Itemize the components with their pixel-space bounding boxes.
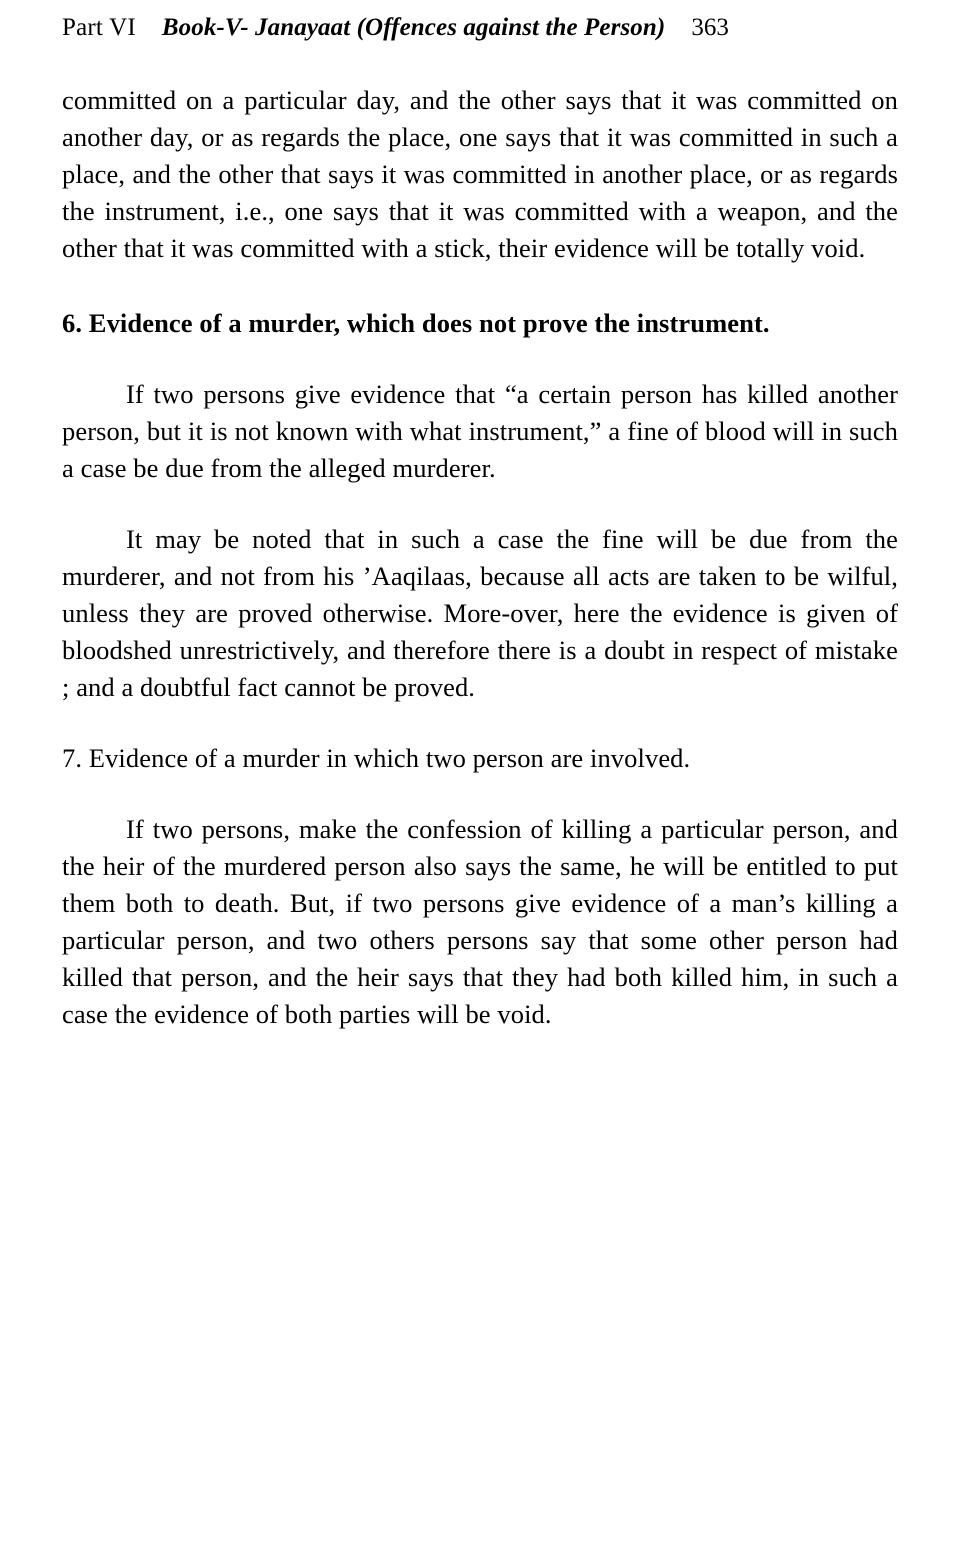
section-heading-7: 7. Evidence of a murder in which two person are involved. bbox=[62, 743, 691, 773]
paragraph-section6-note: It may be noted that in such a case the fine will be due from the murderer, and not from his ’Aaqilaas, because all acts are taken to be wilful, unless they are proved otherwise. More-over, here the evidence is given of bloodshed unrestrictively, and therefore there is a doubt in respect of mistake ; and a doubtful fact cannot be proved. bbox=[62, 524, 898, 702]
paragraph-continued: committed on a particular day, and the other says that it was committed on another day, or as regards the place, one says that it was committed in such a place, and the other that says it was committed in another place, or as regards the instrument, i.e., one says that it was committed with a weapon, and the other that it was committed with a stick, their evidence will be totally void. bbox=[62, 85, 898, 263]
section-heading-6: 6. Evidence of a murder, which does not prove the instrument. bbox=[62, 308, 770, 338]
paragraph-section7-first: If two persons, make the confession of killing a particular person, and the heir of the murdered person also says the same, he will be entitled to put them both to death. But, if two persons give evidence of a man’s killing a particular person, and two others persons say that some other person had killed that person, and the heir says that they had both killed him, in such a case the evidence of both parties will be void. bbox=[62, 814, 898, 1029]
paragraph-section6-first: If two persons give evidence that “a certain person has killed another person, but it is not known with what instrument,” a fine of blood will in such a case be due from the alleged murderer. bbox=[62, 379, 898, 483]
page-header bbox=[0, 0, 960, 42]
header-part-label: Part VI bbox=[62, 14, 136, 41]
page-content bbox=[0, 82, 960, 1033]
page-number: 363 bbox=[691, 14, 729, 41]
header-book-title: Book-V- Janayaat (Offences against the Person) bbox=[161, 14, 666, 41]
